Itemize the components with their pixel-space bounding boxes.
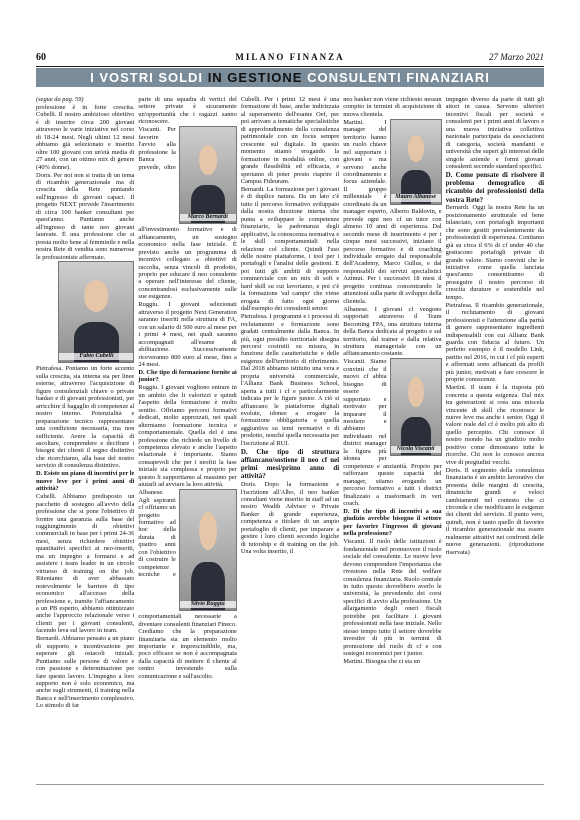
question: D. Che tipo di formazione fornite ai junior?	[138, 368, 237, 384]
issue-date: 27 Marzo 2021	[488, 52, 544, 62]
page-number: 60	[36, 52, 46, 63]
paragraph: Doris. Dopo la formazione e l'iscrizione all'Albo, il neo banker consultant viene inserito in staff ad un nostro Wealth Advisor o Private Banker di grande esperienza, competenza e titolare di un ampio portafoglio di clienti, per imparare a gestire i loro clienti secondo logiche di tutorship e di training on the job. Una volta inserito, il	[240, 481, 340, 556]
paragraph: Pietrafesa. Il ricambio generazionale, il reclutamento di giovani professionisti e l'attenzione alla parità di genere rappresentano ingredienti indispensabili con cui Allianz Bank guarda con fiducia al futuro. Un perfetto esempio è il modello Link, partito nel 2016, in cui i cf più esperti e affermati sono affiancati da profili più junior, motivati a fare crescere le proprie conoscenze.	[445, 301, 545, 384]
paragraph: Cubelli. Abbiamo predisposto un pacchetto di sostegno all'avvio della professione che si pone l'obiettivo di fornire una garanzia sulla base del raggiungimento di obiettivi commerciali in base per i primi 24-36 mesi, senza richiedere obiettivi quantitativi specifici ai neo-inseriti, ma un impegno a formarsi e ad assistere i team leader in un circolo virtuoso di training on the job. Riteniamo di aver abbassato notevolmente le barriere di tipo economico all'accesso della professione e, tramite l'affiancamento a un PB esperto, abbiamo ottimizzato anche l'approccio relazionale verso i clienti per i giovani consulenti, facendo leva sul lavoro in team.	[36, 493, 135, 635]
question: D. Esiste un piano di incentivi per le nuove leve per i primi anni di attività?	[36, 470, 135, 493]
masthead: MILANO FINANZA	[235, 52, 345, 62]
portrait-photo-cubelli	[58, 261, 134, 363]
paragraph: Pietrafesa. Poniamo un forte accento sulla crescita, sia interna sia per linee esterne, attraverso l'acquisizione di figure consulenziali chiave o private banker e di giovani professionisti, per arricchire il bagaglio di competenze al nostro interno. Potenzialità e preparazione tecnico rappresentano una condizione necessaria, ma non sufficiente. Avere la capacità di ascoltare, comprendere e decifrare i bisogni dei clienti il segno distintivo che ricerchiamo, alla base del nostro servizio di consulenza distintivo.	[36, 365, 135, 470]
paragraph: neo banker non viene richiesto nessun compito in termini di acquisizione di nuova clientela.	[343, 96, 442, 118]
question: D. Che tipo di struttura affiancano/sostiene il neo cf nei primi mesi/primo anno di attività?	[240, 447, 340, 481]
paragraph: Albanese. Agli aspiranti cf offriamo un progetto formativo ad hoc della durata di quattro anni con l'obiettivo di costruire le competenze tecniche e comportamentali necessarie a diventare consulenti finanziari Fineco. Crediamo che la preparazione finanziaria sia un elemento molto importante e imprescindibile, ma, poco efficace se non è accompagnata dalla capacità di mettere il cliente al centro investendo sulla comunicazione e sull'ascolto.	[138, 489, 237, 680]
photo-caption: Fabio Cubelli	[59, 353, 133, 360]
portrait-photo-bernardi	[179, 126, 237, 224]
paragraph: Doris. Il segmento della consulenza finanziaria è un ambito lavorativo che presenta delle margini di crescita, dinamiche grandi e veloci cambiamenti nel contesto che ci circonda e che modificano le esigenze dei clienti del servizio. Il punto vero, quindi, non è tanto quello di favorire il ricambio generazionale ma essere realmente attrattivi nei confronti delle nuove generazioni. (riproduzione riservata)	[445, 466, 545, 556]
column-3	[241, 96, 339, 784]
paragraph: Martini. I manager del territorio hanno un ruolo chiave nel supportare i giovani e ma servono anche coordinamento e focus aziendale. Il gruppo millennials è coordinato da un manager esperto, Alberto Baldovin, e prevede ogni neo cf un tutor con almeno 10 anni di esperienza. Dal secondo mese di inserimento e per i cinque mesi successivi, iniziano il percorso formativo e di coaching individuale erogato dal responsabile dell'Academy, Marco Gullus, e dal responsabili dei servizi specialistici Azimut. Per i successivi 18 mesi il progetto continua concentrando le attenzioni sulla parte di sviluppo della clientela.	[343, 118, 442, 305]
paragraph: Viscanti. Per favorire l'avvio alla professione la Banca prevede, oltre all'investimento formativo e di affiancamento, un sostegno economico nella fase iniziale. È previsto anche un programma di incentivi collegato a obiettivi di raccolta, senza vincoli di prodotto, proprio per educare il neo consulente a operare nell'interesse del cliente, concentrandosi esclusivamente sulle sue esigenze.	[138, 126, 237, 301]
footer-rule	[36, 784, 544, 785]
paragraph: Ruggiu. I giovani selezionati attraverso il progetto Next Generation saranno inseriti nella struttura di FA, con un salario di 500 euro al mese per i primi 4 mesi, nei quali saranno accompagnati all'esame di abilitazione. Successivamente riceveranno 800 euro al mese, fino a 24 mesi.	[138, 301, 237, 368]
question: D. Di che tipo di incentivi a sua giudizio avrebbe bisogno il settore per favorire l'ingresso di giovani nella professione?	[343, 507, 442, 538]
header-rule	[36, 66, 544, 67]
column-1	[36, 96, 134, 784]
paragraph: Bernardi. Oggi la nostra Rete ha un posizionamento strutturale ed bene bilanciato, con portafogli importanti che sono gestiti prevalentemente da professionisti di esperienza. Contiamo già su circa il 6% di cf under 40 che gestiscono portafogli private di grande valore. Siamo convinti che le iniziative come quella lanciata quest'anno consentiranno di proseguire il nostro percorso di crescita durature e sostenibile nel tempo.	[445, 204, 545, 301]
paragraph: Bernardi. La formazione per i giovani è di duplice natura. Da un lato c'è tutto il percorso formativo sviluppato dalla nostra direzione interna che punta a sviluppare le competenze finanziarie, la padronanza degli applicativi, la conoscenza normativa e le skill comportamentali nella relazione col cliente. Quindi l'uso delle nostre piattaforme, i tool per i portafogli e l'analisi delle gestioni. E poi tutti gli ambiti di supporto commerciale con un mix di soft e hard skill su cui lavoriamo, e poi c'è la formazione 'sul campo' che viene erogata di fatto ogni giorno dall'esempio dei consulenti senior.	[240, 185, 340, 313]
paragraph: impegno diverso da parte di tutti gli attori in causa. Servono ulteriori incentivi fiscali per società e consulenti per i primi anni di lavoro e una nuova iniziativa collettiva nazionale partecipata da associazioni di categoria, società mandanti e università che superi gli interessi delle singole aziende e formi giovani consulenti secondo standard specifici.	[445, 96, 545, 171]
question: D. Come pensate di risolvere il problema demografico di ricambio dei professionisti della vostra Rete?	[445, 171, 545, 204]
paragraph: Viscanti. Siamo convinti che il nuovo cf abbia bisogno di essere supportato e motivato per imparare il mestiere e abbiamo individuato nel district manager la figura più idonea per competenze e anzianità. Proprio per rafforzare queste capacità del manager, stiamo erogando un percorso formativo a tutti i district finalizzato a trasformarli in veri coach.	[343, 358, 442, 507]
paragraph: Pietrafesa. I programmi e i processi di reclutamento e formazione sono gradati centralmente dalla Banca. In più, ogni presidio territoriale disegna percorsi costruiti su misura, in funzione delle caratteristiche e delle esigenze dell'territorio di riferimento. Dal 2018 abbiamo istituito una vera e propria università commerciale, l'Allianz Bank Business School, aperta a tutti i cf e particolarmente indicata per le figure junior. A ciò si affiancano le piattaforme digitali evolute, idonee a erogare la formazione obbligatoria e quella aggiuntiva su temi normativi e di prodotto, nonché quella necessaria per l'iscrizione al RUI.	[240, 313, 340, 447]
paragraph: Albanese. I giovani cf vengono supportati attraverso il Team Becoming FPA, una struttura interna della Banca dedicata al progetto e sul territorio, dal trainer e dalla relativa struttura manageriale con un affiancamento costante.	[343, 305, 442, 358]
column-4	[343, 96, 441, 784]
photo-caption: Silvio Ruggiu	[180, 601, 236, 608]
paragraph: Bernardi. Abbiamo pensato a un piano di supporto e incentivazione per superare gli ostacoli iniziali. Puntiamo sulle persone di valore e con passione e determinazione per fare questo lavoro. L'impegno a loro supporto non è solo economico, ma anche sugli strumenti, il training nella Banca e nell'inserimento complessivo. Lo stimolo di far	[36, 635, 135, 710]
paragraph: Cubelli. Per i primi 12 mesi è una formazione di base, anche indirizzata al superamento dell'esame Oef, per poi arrivare a tematiche specialistiche di approfondimento della consulenza patrimoniale con un focus sempre crescente sul digitale. In questo momento stiamo erogando la formazione in modalità online, con grande flessibilità ed efficacia, e speriamo di poter presto riaprire il Campus Fideuram.	[240, 96, 340, 185]
photo-caption: Mauro Albanese	[391, 194, 441, 201]
banner-part2: IN GESTIONE	[207, 70, 303, 85]
paragraph: professione è in forte crescita. Cubelli. Il nostro ambizioso obiettivo è di inserire circa 200 giovani attraverso le varie iniziative nel corso di 18-24 mesi. Negli ultimi 12 mesi abbiamo già selezionato e inserito oltre 100 giovani con un'età media di 27 anni, con un ottimo mix di genere (40% donne).	[36, 103, 135, 171]
paragraph: Martini. Bisogna che ci sia un	[343, 657, 420, 665]
portrait-photo-viscanti	[390, 358, 442, 456]
photo-caption: Nicola Viscanti	[391, 446, 441, 453]
running-header	[36, 52, 544, 66]
section-banner	[36, 68, 544, 87]
portrait-photo-albanese	[390, 119, 442, 205]
banner-part1: I VOSTRI SOLDI	[90, 70, 204, 85]
banner-part3: CONSULENTI FINANZIARI	[307, 70, 490, 85]
column-5	[446, 96, 544, 784]
paragraph: Viscanti. Il ruolo delle istituzioni è fondamentale nel promuovere il ruolo sociale del consulente. Le nuove leve devono comprendere l'importanza che rivestono nella Rete del welfare consulenza finanziaria. Ruolo centrale in tutto questo dovrebbero averlo le università, la prevedendo dei corsi specifici di avvio alla professione. Un allargamento degli oneri fiscali potrebbe poi facilitare i giovani professionisti nella fase iniziale. Nello stesso tempo tutto il settore dovrebbe investire di più in termini di promozione del ruolo di cf e con sostegni economici per i junior.	[343, 538, 442, 658]
paragraph: Ruggiu. I giovani vogliono entrare in un ambito che li valorizzi e quindi l'aspetto della formazione è molto sentito. Offriamo percorsi formativi dedicati, molto apprezzati, nei quali alterniamo formazione tecnica e comportamentale. Quella del è una professione che richiede un livello di competenza elevato e anche l'aspetto relazionale è importante. Siamo consapevoli che per i neofiti la fase iniziale sia complessa e proprio per questo li supportiamo al massimo per aiutarli ad avviare la loro attività.	[138, 384, 237, 489]
paragraph: parte di una squadra di vertici del settore private è sicuramente un'opportunità che i ragazzi sanno riconoscere.	[138, 96, 237, 126]
article-columns	[36, 96, 544, 784]
column-2	[138, 96, 236, 784]
paragraph: Martini. Il team è la risposta più concreta a questa esigenza. Dal mix tra generazioni si crea una miscela vincente di skill che riconosce le nuove leve ma anche i senior. Oggi il valore reale del cf è molto più alto di quello percepito. Chi conosce il nostro mondo ha un giudizio molto positivo come dimostrano tutte le ricerche. Chi non lo conosce ancora vive di pregiudizi vecchi.	[445, 384, 545, 466]
continuation-note: (segue da pag. 59)	[36, 96, 84, 103]
photo-caption: Marco Bernardi	[180, 214, 236, 221]
portrait-photo-ruggiu	[179, 489, 237, 611]
paragraph: Doris. Per noi non si tratta di un tema di ricambio generazionale ma di crescita della Rete puntando sull'ingresso di giovani capaci. Il progetto NEXT prevede l'inserimento di circa 100 banker consultant per quest'anno. Puntiamo anche all'ingresso di tante neo giovani laureate. È una professione che si presta molto bene al femminile e nella nostra Rete di vendita sono numerose le professioniste affermate.	[36, 171, 135, 261]
